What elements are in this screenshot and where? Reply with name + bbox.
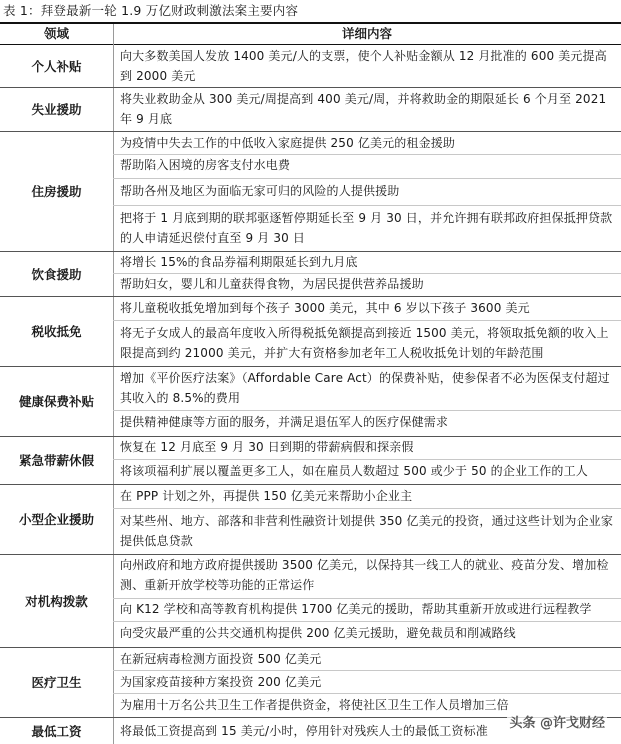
field-tax-credit: 税收抵免	[31, 324, 82, 339]
detail-cell: 为疫情中失去工作的中低收入家庭提供 250 亿美元的租金援助	[120, 136, 456, 150]
detail-cell: 为雇用十万名公共卫生工作者提供资金，将使社区卫生工作人员增加三倍	[120, 698, 509, 712]
detail-cell: 为国家疫苗接种方案投资 200 亿美元	[120, 675, 322, 689]
detail-cell: 增加《平价医疗法案》（Affordable Care Act）的保费补贴，使参保者不必为医保支付超过其收入的 8.5%的费用	[120, 371, 610, 405]
detail-cell: 帮助陷入困境的房客支付水电费	[120, 158, 291, 172]
field-housing-aid: 住房援助	[31, 184, 82, 199]
detail-cell: 帮助妇女，婴儿和儿童获得食物，为居民提供营养品援助	[120, 277, 424, 291]
detail-cell: 将无子女成人的最高年度收入所得税抵免额提高到接近 1500 美元，将领取抵免额的收入上限提高到约 21000 美元，并扩大有资格参加老年工人税收抵免计划的年龄范围	[120, 326, 609, 360]
field-healthcare: 医疗卫生	[31, 675, 82, 690]
detail-cell: 向 K12 学校和高等教育机构提供 1700 亿美元的援助，帮助其重新开放或进行远程教学	[120, 602, 592, 616]
row-divider	[113, 459, 621, 460]
detail-cell: 将失业救助金从 300 美元/周提高到 400 美元/周，并将救助金的期限延长 6 个月至 2021 年 9 月底	[120, 92, 607, 126]
detail-cell: 将该项福利扩展以覆盖更多工人，如在雇员人数超过 500 或少于 50 的企业工作的工人	[120, 464, 588, 478]
field-small-business-aid: 小型企业援助	[18, 512, 94, 527]
row-divider	[113, 205, 621, 206]
field-food-aid: 饮食援助	[31, 267, 82, 282]
detail-cell: 向州政府和地方政府提供援助 3500 亿美元，以保持其一线工人的就业、疫苗分发、增加检测、重新开放学校等功能的正常运作	[120, 558, 609, 592]
field-minimum-wage: 最低工资	[31, 724, 82, 739]
row-divider	[113, 508, 621, 509]
header-detail: 详细内容	[341, 26, 392, 41]
detail-cell: 把将于 1 月底到期的联邦驱逐暂停期延长至 9 月 30 日，并允许拥有联邦政府担保抵押贷款的人申请延迟偿付直至 9 月 30 日	[120, 211, 613, 245]
detail-cell: 恢复在 12 月底至 9 月 30 日到期的带薪病假和探亲假	[120, 440, 414, 454]
detail-cell: 对某些州、地方、部落和非营利性融资计划提供 350 亿美元的投资，通过这些计划为企业家提供低息贷款	[120, 514, 613, 548]
row-divider	[113, 693, 621, 694]
field-health-premium-subsidy: 健康保费补贴	[18, 394, 94, 409]
detail-cell: 帮助各州及地区为面临无家可归的风险的人提供援助	[120, 184, 400, 198]
row-divider	[113, 670, 621, 671]
detail-cell: 在新冠病毒检测方面投资 500 亿美元	[120, 652, 322, 666]
row-divider	[113, 410, 621, 411]
detail-cell: 向受灾最严重的公共交通机构提供 200 亿美元援助，避免裁员和削减路线	[120, 626, 516, 640]
row-divider	[113, 621, 621, 622]
detail-cell: 提供精神健康等方面的服务，并满足退伍军人的医疗保健需求	[120, 415, 449, 429]
header-field: 领域	[43, 26, 69, 41]
detail-cell: 在 PPP 计划之外，再提供 150 亿美元来帮助小企业主	[120, 489, 413, 503]
detail-cell: 将最低工资提高到 15 美元/小时，停用针对残疾人士的最低工资标准	[120, 724, 488, 738]
detail-cell: 将增长 15%的食品券福利期限延长到九月底	[120, 255, 358, 269]
detail-cell: 向大多数美国人发放 1400 美元/人的支票，使个人补贴金额从 12 月批准的 600 美元提高到 2000 美元	[120, 49, 607, 83]
row-divider	[113, 320, 621, 321]
table-title: 表 1：拜登最新一轮 1.9 万亿财政刺激法案主要内容	[3, 3, 299, 18]
field-unemployment-aid: 失业援助	[31, 102, 82, 117]
row-divider	[113, 178, 621, 179]
field-emergency-paid-leave: 紧急带薪休假	[18, 453, 94, 468]
field-personal-subsidy: 个人补贴	[31, 59, 82, 74]
detail-cell: 将儿童税收抵免增加到每个孩子 3000 美元，其中 6 岁以下孩子 3600 美元	[120, 301, 530, 315]
watermark: 头条 @许戈财经	[507, 712, 607, 731]
field-institution-grants: 对机构拨款	[25, 594, 88, 609]
column-divider	[113, 24, 114, 744]
